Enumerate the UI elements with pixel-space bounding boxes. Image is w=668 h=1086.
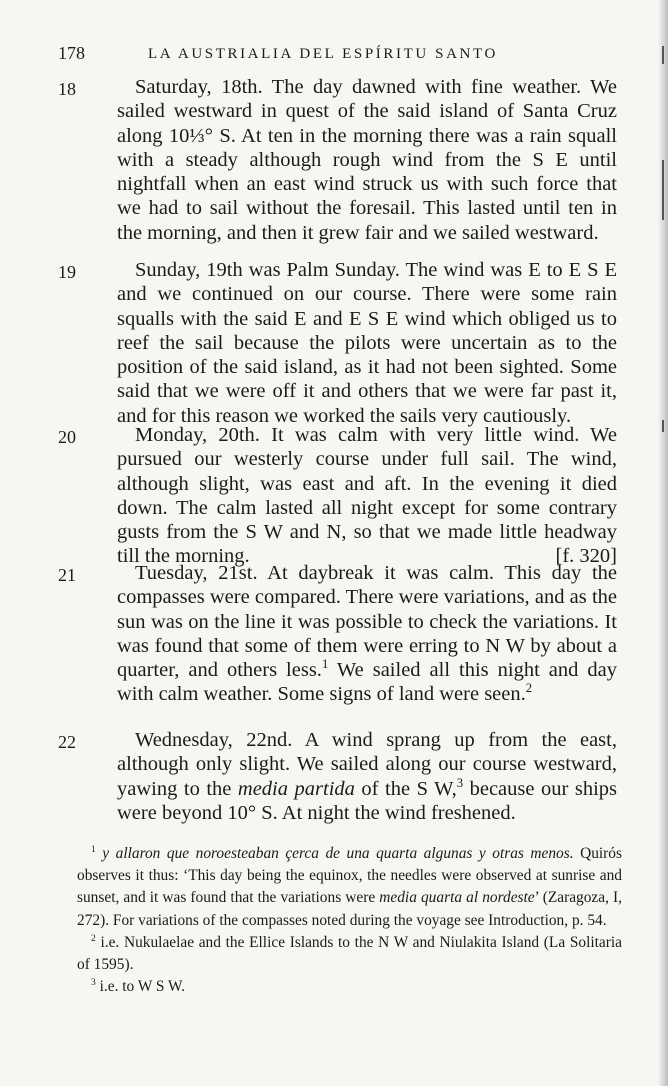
entry-text-part: We sailed all this night and day with calm weather. Some signs of land were seen.: [117, 659, 617, 706]
footnote-2: [77, 932, 622, 976]
footnote-text: Quirós observes it thus: ‘This day being the equinox, the needles were observed at sunrise and sunset, and it was found that the variations were: [77, 845, 622, 907]
folio-reference: [f. 320]: [555, 545, 617, 568]
footnote-number: 3: [91, 977, 96, 989]
footnote-text: ’ (Zaragoza, I, 272). For variations of the compasses noted during the voyage see Introduction, p. 54.: [77, 889, 623, 929]
footnote-quote: y allaron que noroesteaban çerca de una quarta algunas y otras menos.: [102, 845, 574, 862]
footnotes: [77, 843, 622, 998]
italic-term: media partida: [237, 777, 355, 800]
entry-text-part: of the S W,: [354, 777, 457, 800]
entry-paragraph: Sunday, 19th was Palm Sunday. The wind was E to E S E and we continued on our course. There were some rain squalls with the said E and E S E wind which obliged us to reef the sail because the pilots were uncertain as to the position of the said island, as it had not been sighted. Some said that we were off it and others that we were far past it, and for this reason we worked the sails very cautiously.: [117, 259, 617, 427]
footnote-number: 2: [91, 932, 96, 944]
entry-paragraph: [117, 423, 617, 569]
footnote-text: i.e. Nukulaelae and the Ellice Islands to the N W and Niulakita Island (La Solitaria of 1595).: [77, 933, 622, 974]
page-edge-shadow: [658, 0, 668, 1086]
entry-text: [117, 728, 617, 825]
footnote-3: [77, 976, 622, 998]
running-title: LA AUSTRIALIA DEL ESPÍRITU SANTO: [148, 46, 498, 62]
footnote-ref: 3: [456, 775, 464, 790]
page-header: [58, 40, 628, 66]
entry-paragraph-text: Monday, 20th. It was calm with very little wind. We pursued our westerly course under full sail. The wind, although slight, was east and aft. In the evening it died down. The calm lasted all night except for some contrary gusts from the S W and N, so that we made little headway till the morning.: [117, 424, 617, 568]
entry-paragraph: Saturday, 18th. The day dawned with fine weather. We sailed westward in quest of the said island of Santa Cruz along 10⅓° S. At ten in the morning there was a rain squall with a steady although rough wind from the S E until nightfall when an east wind struck us with such force that we had to sail without the foresail. This lasted until ten in the morning, and then it grew fair and we sailed westward.: [117, 76, 617, 244]
entry-text: [117, 561, 617, 707]
entry-text: [117, 423, 617, 569]
day-number: 19: [58, 262, 76, 282]
entry-text-part: Tuesday, 21st. At daybreak it was calm. This day the compasses were compared. There were variations, and as the sun was on the line it was possible to check the variations. It was found that some of them were erring to N W by about a quarter, and others less.: [117, 562, 617, 682]
entry-text: [117, 75, 617, 245]
footnote-number: 1: [91, 843, 96, 855]
footnote-1: [77, 843, 622, 932]
day-number: 22: [58, 732, 76, 752]
page-number: 178: [58, 43, 85, 63]
day-number: 20: [58, 427, 76, 447]
footnote-ref: 2: [525, 681, 533, 696]
footnote-text: i.e. to W S W.: [99, 978, 186, 996]
edge-mark: [662, 420, 664, 432]
entry-paragraph: [117, 561, 617, 707]
edge-mark: [662, 46, 664, 64]
footnote-quote: media quarta al nordeste: [379, 889, 535, 907]
entry-text-part: Wednesday, 22nd. A wind sprang up from the east, although only slight. We sailed along our course westward, yawing to the: [117, 729, 617, 800]
entry-text-part: because our ships were beyond 10° S. At night the wind freshened.: [117, 777, 618, 824]
entry-text: [117, 258, 617, 428]
entry-paragraph: [117, 728, 617, 825]
day-number: 21: [58, 565, 76, 585]
footnote-ref: 1: [321, 657, 329, 672]
day-number: 18: [58, 79, 76, 99]
edge-mark: [662, 160, 664, 220]
